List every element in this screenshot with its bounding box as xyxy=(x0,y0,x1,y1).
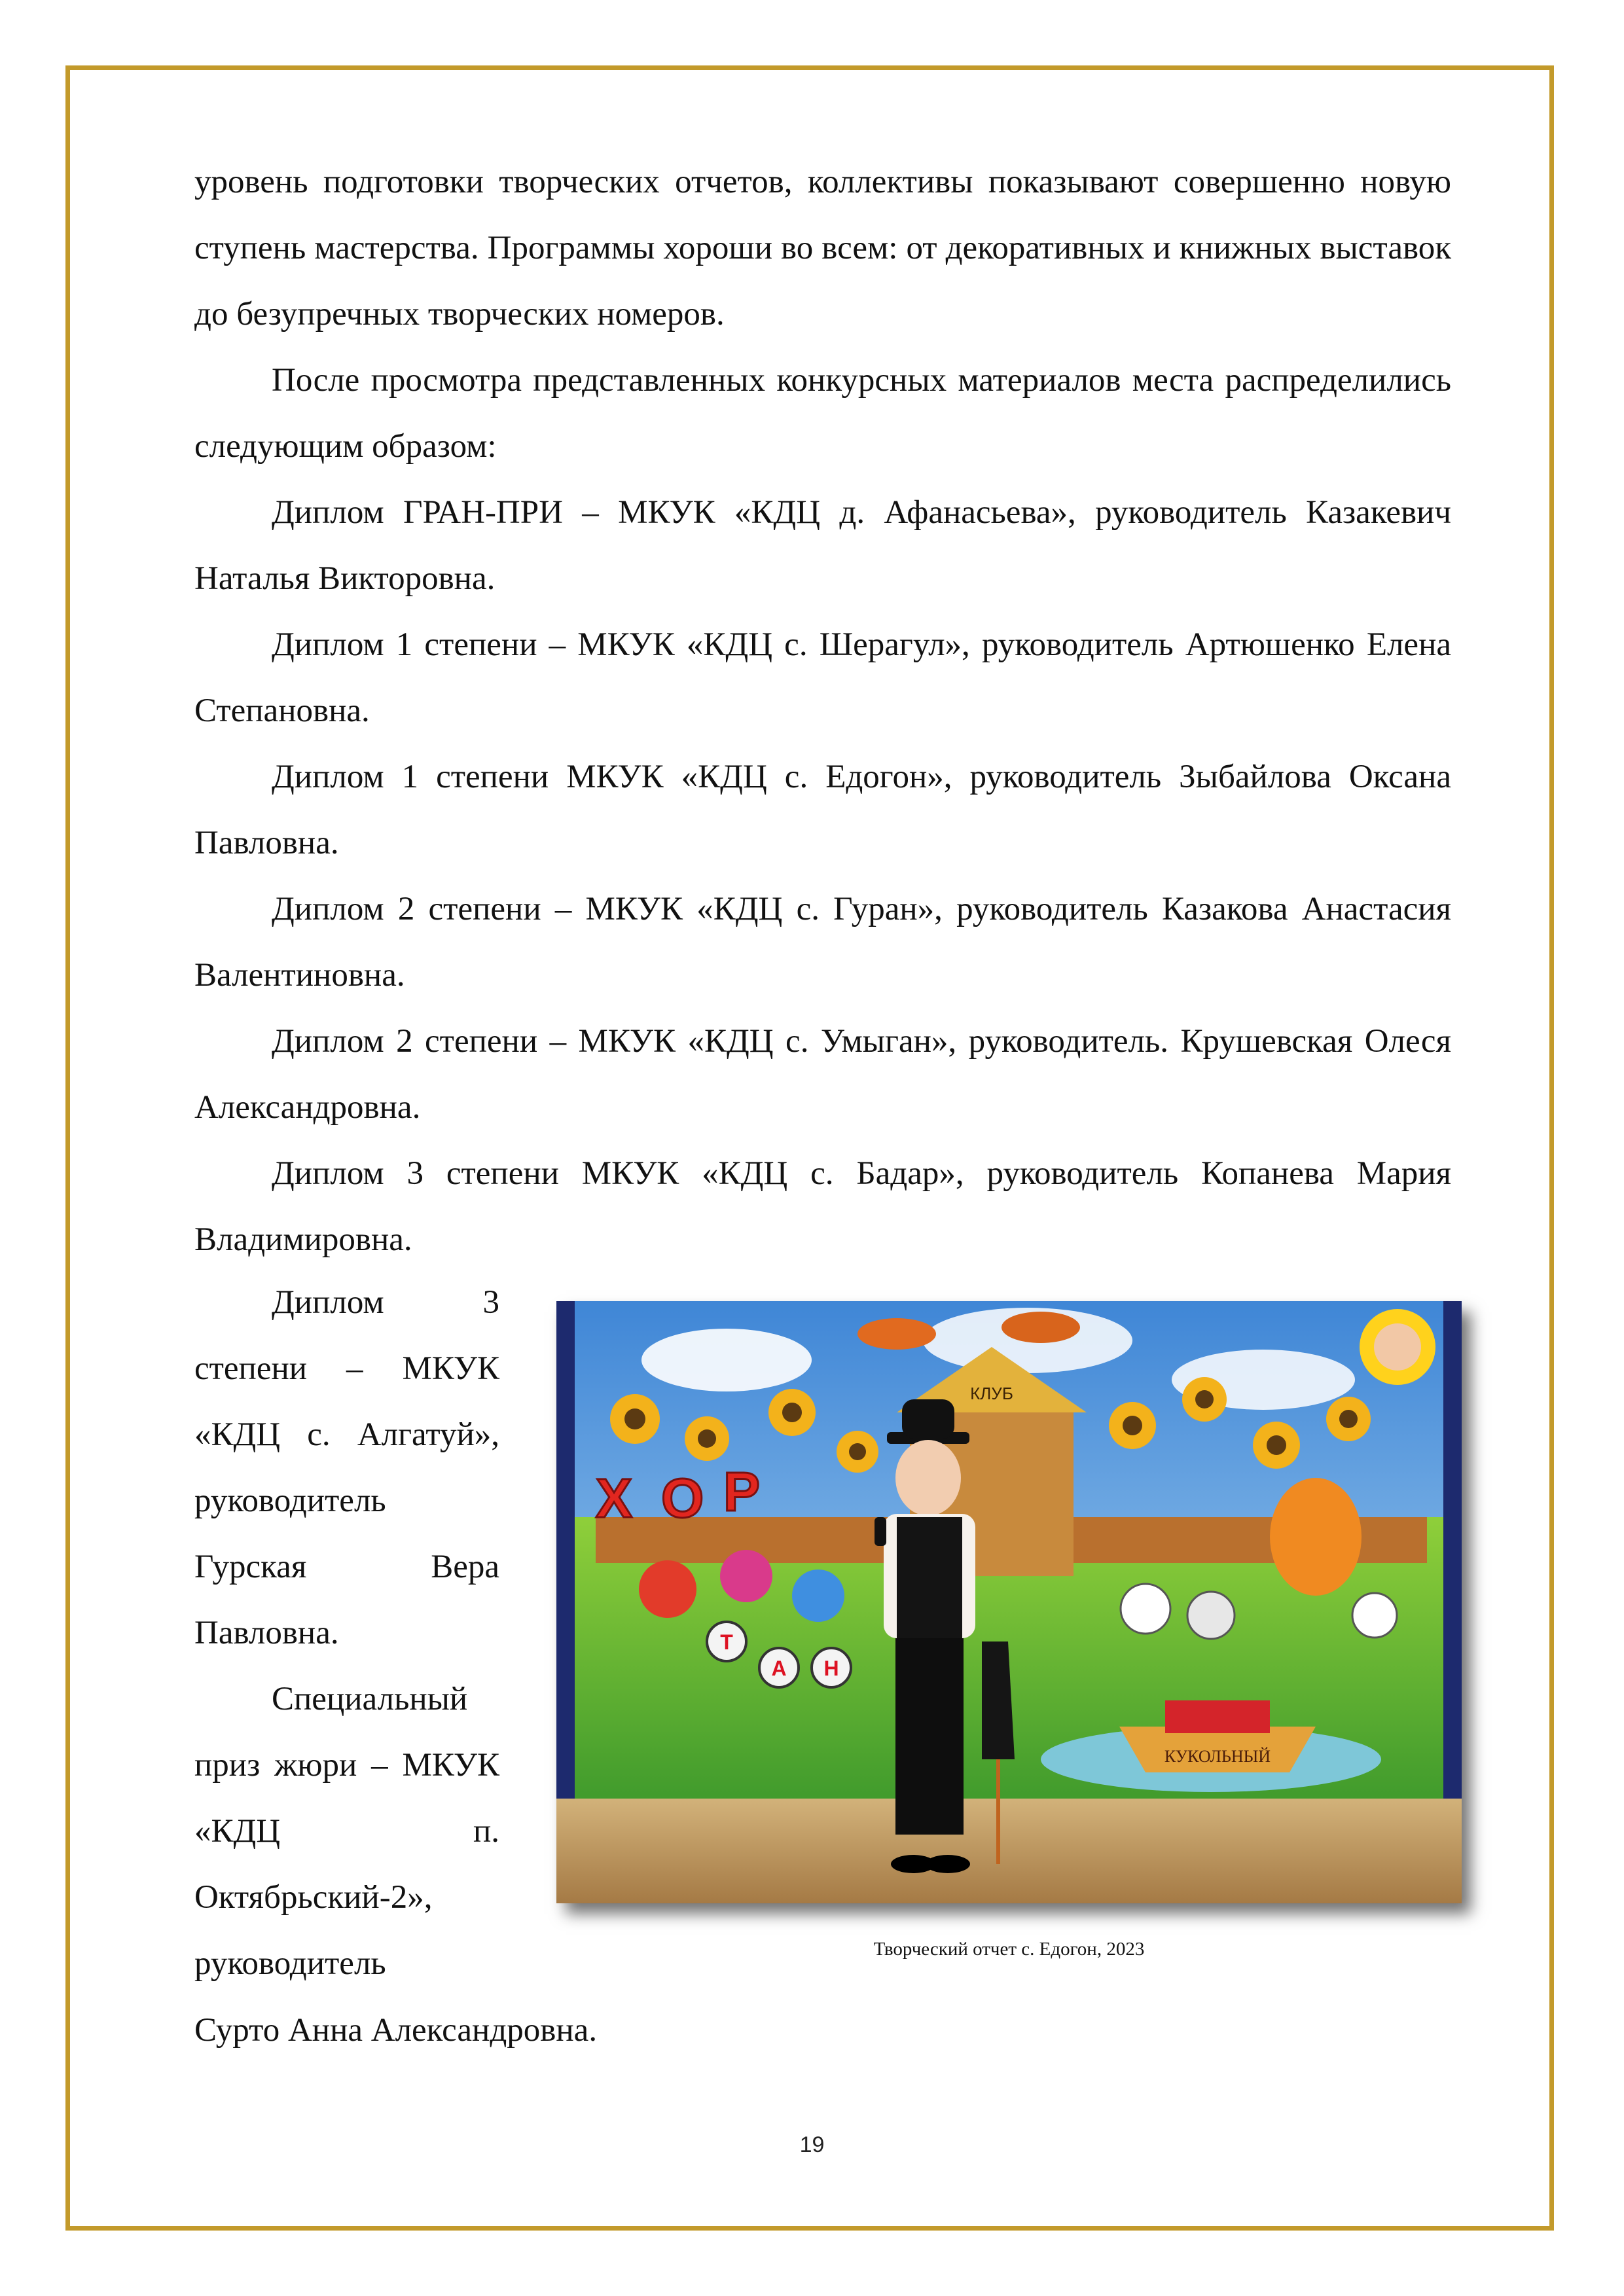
paragraph: Диплом 2 степени – МКУК «КДЦ с. Гуран», руководитель Казакова Анастасия Валентиновна. xyxy=(194,891,1451,994)
club-sign: КЛУБ xyxy=(970,1384,1013,1403)
paragraph: После просмотра представленных конкурсных материалов места распределились следующим образом: xyxy=(194,362,1451,465)
paragraph: Специальный приз жюри – МКУК «КДЦ п. Октябрьский-2», руководитель xyxy=(194,1681,499,1982)
backdrop-letter: Р xyxy=(723,1461,761,1522)
paragraph: Диплом 1 степени МКУК «КДЦ с. Едогон», руководитель Зыбайлова Оксана Павловна. xyxy=(194,759,1451,861)
paragraph: уровень подготовки творческих отчетов, коллективы показывают совершенно новую ступень мастерства. Программы хороши во всем: от декоративных и книжных выставок до безупречных творческих номеров. xyxy=(194,164,1451,332)
page-number: 19 xyxy=(799,2132,825,2157)
photo-caption: Творческий отчет с. Едогон, 2023 xyxy=(873,1939,1145,1960)
paragraph: Диплом 3 степени – МКУК «КДЦ с. Алгатуй», руководитель Гурская Вера Павловна. xyxy=(194,1284,499,1651)
boat-label: КУКОЛЬНЫЙ xyxy=(1164,1747,1271,1766)
backdrop-letter: Х xyxy=(596,1467,633,1529)
book-letter: Т xyxy=(720,1630,733,1654)
stage-photo xyxy=(556,1301,1462,1903)
paragraph: Диплом 1 степени – МКУК «КДЦ с. Шерагул», руководитель Артюшенко Елена Степановна. xyxy=(194,626,1451,729)
main-text xyxy=(194,149,1451,1273)
paragraph-tail: Сурто Анна Александровна. xyxy=(194,2012,598,2049)
book-letter: Н xyxy=(823,1657,839,1680)
backdrop-letter: О xyxy=(661,1467,704,1529)
paragraph: Диплом ГРАН-ПРИ – МКУК «КДЦ д. Афанасьева», руководитель Казакевич Наталья Викторовна. xyxy=(194,494,1451,597)
side-text xyxy=(194,1270,499,1997)
paragraph: Диплом 3 степени МКУК «КДЦ с. Бадар», руководитель Копанева Мария Владимировна. xyxy=(194,1155,1451,1258)
paragraph: Диплом 2 степени – МКУК «КДЦ с. Умыган», руководитель. Крушевская Олеся Александровна. xyxy=(194,1023,1451,1126)
book-letter: А xyxy=(771,1657,787,1680)
